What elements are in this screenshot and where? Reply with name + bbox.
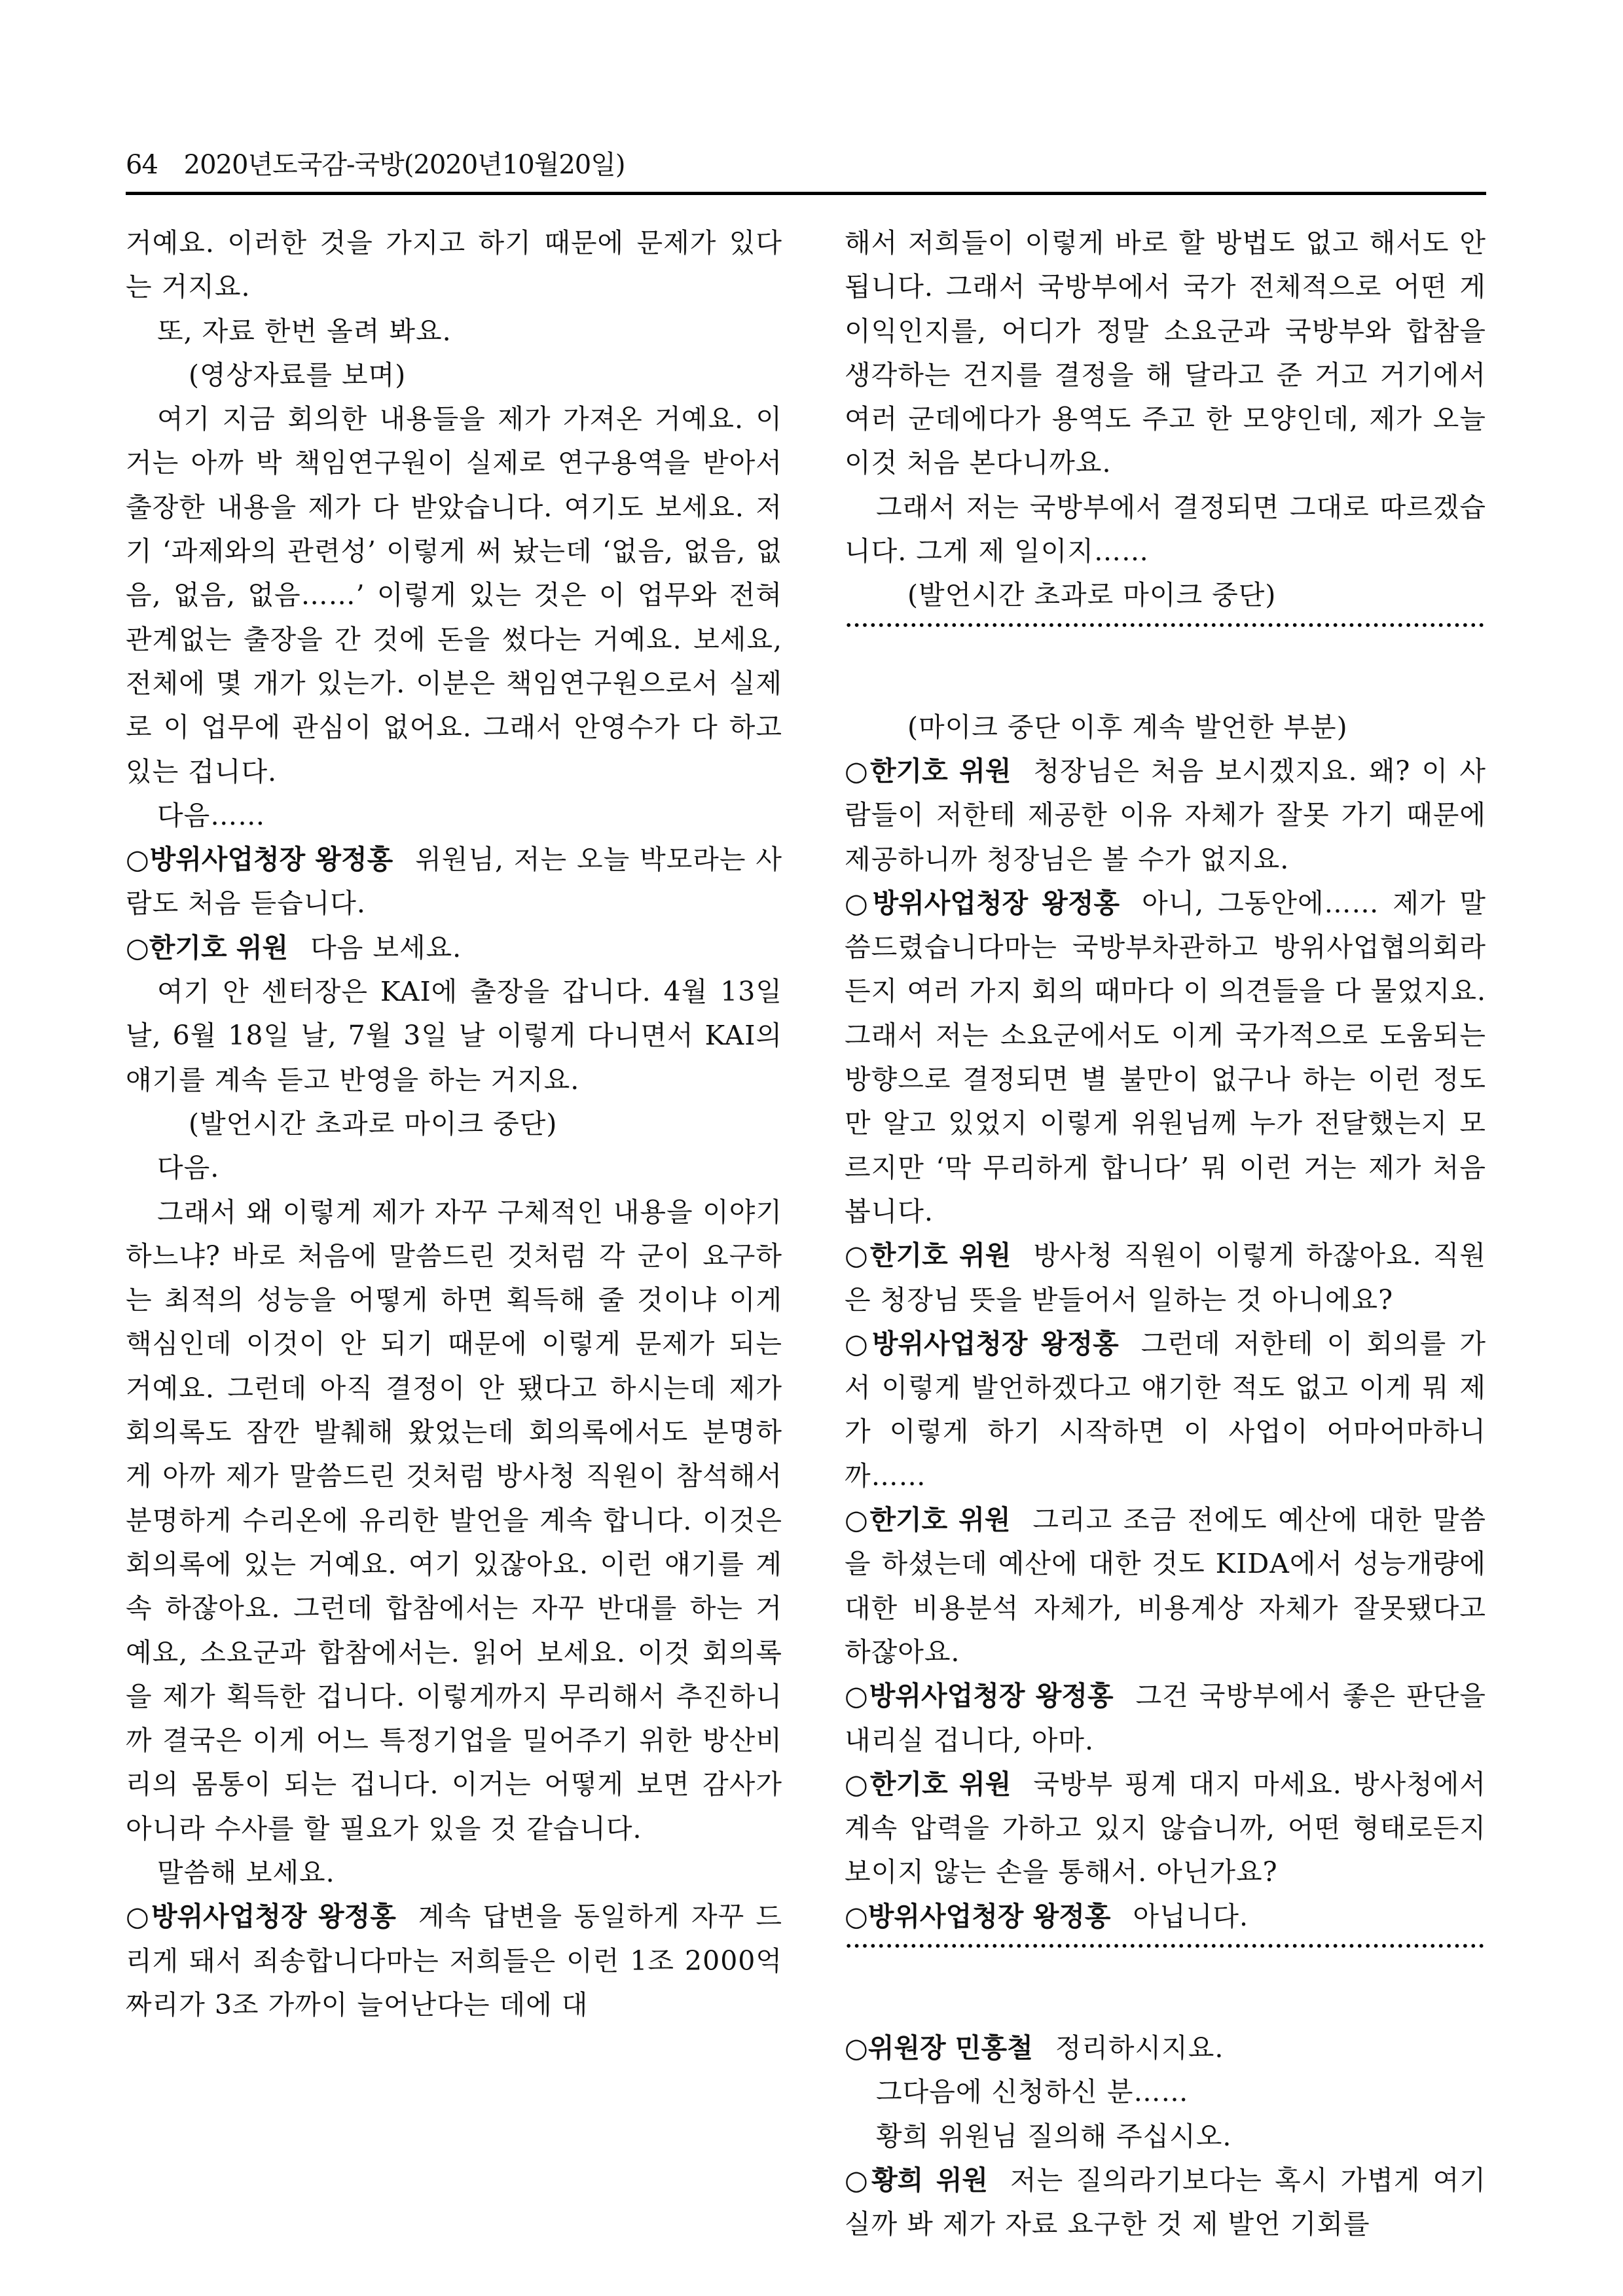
speaker-marker-icon: ○ [845, 1240, 870, 1272]
stage-direction: (발언시간 초과로 마이크 중단) [189, 1107, 558, 1139]
speech-text: 위원님, 저는 오늘 박모라는 사람도 처음 듣습니다. [126, 844, 783, 920]
speaker-name: ○방위사업청장 왕정홍 [845, 1680, 1114, 1712]
speech-text: 정리하시지요. [1055, 2032, 1224, 2064]
divider-spacer [845, 1982, 1486, 2026]
body-paragraph: 거예요. 이러한 것을 가지고 하기 때문에 문제가 있다는 거지요. [126, 227, 782, 303]
running-title: 2020년도국감-국방(2020년10월20일) [183, 150, 625, 180]
body-paragraph: 여기 지금 회의한 내용들을 제가 가져온 거예요. 이거는 아까 박 책임연구원이 실제로 연구용역을 받아서 출장한 내용을 제가 다 받았습니다. 여기도 보세요. 저기 ‘과제와의 관련성’ 이렇게 써 놨는데 ‘없음, 없음, 없음, 없음, 없음……’ 이렇게 있는 것은 이 업무와 전혀 관계없는 출장을 간 것에 돈을 썼다는 거예요. 보세요, 전체에 몇 개가 있는가. 이분은 책임연구원으로서 실제로 이 업무에 관심이 없어요. 그래서 안영수가 다 하고 있는 겁니다. [126, 403, 782, 787]
left-column [126, 221, 782, 2027]
speaker-marker-icon: ○ [845, 1900, 868, 1932]
speech-paragraph [845, 2159, 1486, 2247]
speaker-marker-icon: ○ [845, 1504, 870, 1536]
speaker-name: ○방위사업청장 왕정홍 [126, 1901, 396, 1933]
body-paragraph: 또, 자료 한번 올려 봐요. [157, 315, 452, 347]
stage-direction: (발언시간 초과로 마이크 중단) [907, 579, 1277, 611]
speaker-name: ○방위사업청장 왕정홍 [845, 1327, 1119, 1359]
body-paragraph: 말씀해 보세요. [157, 1856, 335, 1888]
speech-text: 방사청 직원이 이렇게 하잖아요. 직원은 청장님 뜻을 받들어서 일하는 것 아니에요? [845, 1240, 1486, 1316]
speech-text: 청장님은 처음 보시겠지요. 왜? 이 사람들이 저한테 제공한 이유 자체가 잘못 가기 때문에 제공하니까 청장님은 볼 수가 없지요. [845, 755, 1486, 875]
speaker-marker-icon: ○ [845, 2032, 868, 2064]
speech-paragraph [845, 882, 1486, 1234]
dotted-divider [845, 1939, 1486, 1982]
speech-paragraph [845, 2026, 1486, 2070]
speech-paragraph [845, 1234, 1486, 1322]
body-paragraph: 해서 저희들이 이렇게 바로 할 방법도 없고 해서도 안 됩니다. 그래서 국방부에서 국가 전체적으로 어떤 게 이익인지를, 어디가 정말 소요군과 국방부와 합참을 생각하는 건지를 결정을 해 달라고 준 거고 거기에서 여러 군데에다가 용역도 주고 한 모양인데, 제가 오늘 이것 처음 본다니까요. [845, 227, 1486, 479]
header-rule [126, 192, 1486, 195]
speaker-name: ○한기호 위원 [845, 755, 1012, 787]
stage-direction: (마이크 중단 이후 계속 발언한 부분) [907, 711, 1348, 743]
speech-paragraph [126, 926, 782, 970]
speech-paragraph [845, 749, 1486, 882]
speaker-name: ○방위사업청장 왕정홍 [126, 844, 393, 876]
speech-paragraph [845, 1763, 1486, 1895]
speech-text: 그런데 저한테 이 회의를 가서 이렇게 발언하겠다고 얘기한 적도 없고 이게 뭐 제가 이렇게 하기 시작하면 이 사업이 어마어마하니까…… [845, 1327, 1486, 1492]
speech-text: 아니, 그동안에…… 제가 말씀드렸습니다마는 국방부차관하고 방위사업협의회라든지 여러 가지 회의 때마다 이 의견들을 다 물었지요. 그래서 저는 소요군에서도 이게 국가적으로 도움되는 방향으로 결정되면 별 불만이 없구나 하는 이런 정도만 알고 있었지 이렇게 위원님께 누가 전달했는지 모르지만 ‘막 무리하게 합니다’ 뭐 이런 거는 제가 처음 봅니다. [845, 887, 1486, 1227]
speech-paragraph [126, 838, 782, 926]
page-header [126, 145, 1486, 185]
speaker-name: ○한기호 위원 [845, 1240, 1012, 1272]
body-paragraph: 다음. [157, 1152, 220, 1184]
speaker-name: ○한기호 위원 [845, 1768, 1012, 1800]
speaker-name: ○위원장 민홍철 [845, 2032, 1033, 2064]
body-paragraph: 그래서 저는 국방부에서 결정되면 그대로 따르겠습니다. 그게 제 일이지…… [845, 491, 1486, 567]
speech-text: 다음 보세요. [310, 931, 462, 963]
body-paragraph: 그래서 왜 이렇게 제가 자꾸 구체적인 내용을 이야기하느냐? 바로 처음에 말씀드린 것처럼 각 군이 요구하는 최적의 성능을 어떻게 하면 획득해 줄 것이냐 이게 핵심인데 이것이 안 되기 때문에 이렇게 문제가 되는 거예요. 그런데 아직 결정이 안 됐다고 하시는데 제가 회의록도 잠깐 발췌해 왔었는데 회의록에서도 분명하게 아까 제가 말씀드린 것처럼 방사청 직원이 참석해서 분명하게 수리온에 유리한 발언을 계속 합니다. 이것은 회의록에 있는 거예요. 여기 있잖아요. 이런 얘기를 계속 하잖아요. 그런데 합참에서는 자꾸 반대를 하는 거예요, 소요군과 합참에서는. 읽어 보세요. 이것 회의록을 제가 획득한 겁니다. 이렇게까지 무리해서 추진하니까 결국은 이게 어느 특정기업을 밀어주기 위한 방산비리의 몸통이 되는 겁니다. 이거는 어떻게 보면 감사가 아니라 수사를 할 필요가 있을 것 같습니다. [126, 1196, 782, 1844]
speech-paragraph [845, 1498, 1486, 1674]
speech-text: 아닙니다. [1133, 1900, 1249, 1932]
page-number: 64 [126, 150, 158, 180]
speaker-marker-icon: ○ [126, 931, 149, 963]
stage-direction: (영상자료를 보며) [189, 359, 407, 391]
dotted-divider [845, 618, 1486, 662]
speaker-name: ○황희 위원 [845, 2164, 989, 2196]
speaker-marker-icon: ○ [126, 844, 150, 876]
right-column [845, 221, 1486, 2246]
body-paragraph: 여기 안 센터장은 KAI에 출장을 갑니다. 4월 13일 날, 6월 18일 날, 7월 3일 날 이렇게 다니면서 KAI의 얘기를 계속 듣고 반영을 하는 거지요. [126, 976, 782, 1096]
speaker-marker-icon: ○ [845, 887, 873, 919]
speaker-name: ○한기호 위원 [126, 931, 289, 963]
speech-text: 저는 질의라기보다는 혹시 가볍게 여기실까 봐 제가 자료 요구한 것 제 발언 기회를 [845, 2164, 1486, 2240]
speaker-name: ○방위사업청장 왕정홍 [845, 1900, 1111, 1932]
speaker-name: ○한기호 위원 [845, 1504, 1011, 1536]
speaker-marker-icon: ○ [845, 755, 870, 787]
speech-text: 그건 국방부에서 좋은 판단을 내리실 겁니다, 아마. [845, 1680, 1486, 1756]
speech-paragraph [845, 1322, 1486, 1498]
speech-paragraph [845, 1895, 1486, 1939]
speech-text: 계속 답변을 동일하게 자꾸 드리게 돼서 죄송합니다마는 저희들은 이런 1조 2000억짜리가 3조 가까이 늘어난다는 데에 대 [126, 1901, 783, 2020]
speaker-marker-icon: ○ [845, 1680, 869, 1712]
speaker-marker-icon: ○ [845, 1768, 870, 1800]
speaker-marker-icon: ○ [845, 1327, 872, 1359]
speaker-name: ○방위사업청장 왕정홍 [845, 887, 1120, 919]
speech-paragraph [845, 1674, 1486, 1763]
speech-paragraph [126, 1895, 782, 2027]
divider-spacer [845, 662, 1486, 706]
body-paragraph: 황희 위원님 질의해 주십시오. [876, 2120, 1232, 2152]
speaker-marker-icon: ○ [126, 1901, 151, 1933]
speech-text: 국방부 핑계 대지 마세요. 방사청에서 계속 압력을 가하고 있지 않습니까, 어떤 형태로든지 보이지 않는 손을 통해서. 아닌가요? [845, 1768, 1486, 1888]
body-paragraph: 그다음에 신청하신 분…… [876, 2076, 1189, 2108]
speech-text: 그리고 조금 전에도 예산에 대한 말씀을 하셨는데 예산에 대한 것도 KIDA에서 성능개량에 대한 비용분석 자체가, 비용계상 자체가 잘못됐다고 하잖아요. [845, 1504, 1486, 1668]
speaker-marker-icon: ○ [845, 2164, 872, 2196]
body-paragraph: 다음…… [157, 799, 266, 831]
